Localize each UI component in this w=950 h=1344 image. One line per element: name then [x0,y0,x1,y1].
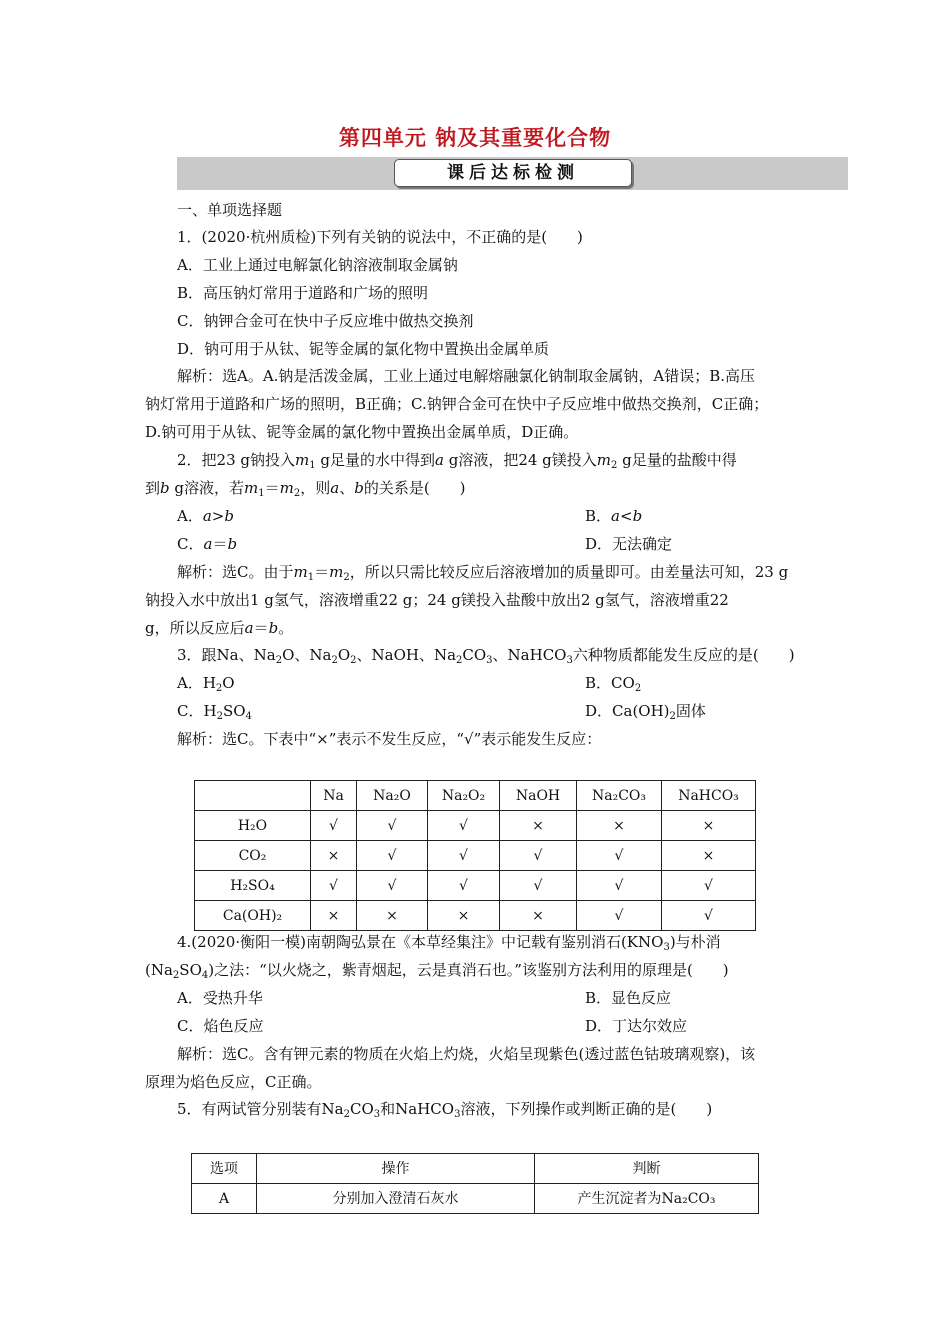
page-title: 第四单元 钠及其重要化合物 [338,126,612,150]
table-cell: √ [428,841,500,871]
table-header-row [195,781,756,811]
table-row [195,841,756,871]
table-cell: √ [311,811,357,841]
table-header-cell: Na₂CO₃ [577,781,662,811]
q2-explanation-1: 解析：选C。由于$m_1=m_2$，所以只需比较反应后溶液增加的质量即可。由差量法可知，23 g [177,563,789,583]
table-cell: × [662,811,756,841]
table-cell: Ca(OH)₂ [195,901,311,931]
table-cell: √ [500,871,577,901]
table-row [195,811,756,841]
table-header-row [192,1154,759,1184]
table-header-cell: 操作 [257,1154,535,1184]
banner-label: 课后达标检测 [394,159,632,187]
table-cell: × [357,901,428,931]
table-header-cell: 判断 [535,1154,759,1184]
table-cell: × [500,811,577,841]
q3-option-b: B．$CO_2$ [585,674,642,694]
q3-option-c: C．$H_2SO_4$ [177,702,252,722]
table-cell: √ [357,841,428,871]
q5-stem: 5．有两试管分别装有$Na_2CO_3$和NaHCO$_3$溶液，下列操作或判断正确的是( ) [177,1100,713,1120]
q4-stem-line2: $(Na_2SO_4)$之法：“以火烧之，紫青烟起，云是真消石也。”该鉴别方法利用的原理是( ) [145,961,729,981]
table-cell: CO₂ [195,841,311,871]
table-row [195,901,756,931]
q3-explanation: 解析：选C。下表中“×”表示不发生反应，“√”表示能发生反应： [177,730,602,748]
table-cell: √ [662,871,756,901]
table-header-cell: Na [311,781,357,811]
q2-option-c: C．a＝b [177,535,238,553]
table-cell: √ [357,811,428,841]
q2-stem-line2: 到b g溶液，若$m_1=m_2$，则a、b的关系是( ) [145,479,466,499]
q2-explanation-2: 钠投入水中放出1 g氢气，溶液增重22 g；24 g镁投入盐酸中放出2 g氢气，溶液增重22 [145,591,729,609]
table-cell: × [500,901,577,931]
q1-option-b: B．高压钠灯常用于道路和广场的照明 [177,284,429,302]
q3-stem: 3．跟Na、$Na_2O$、$Na_2O_2$、NaOH、$Na_2CO_3$、NaHCO$_3$六种物质都能发生反应的是( ) [177,646,795,666]
q4-explanation-1: 解析：选C。含有钾元素的物质在火焰上灼烧，火焰呈现紫色(透过蓝色钴玻璃观察)，该 [177,1045,756,1063]
table-header-cell [195,781,311,811]
q1-explanation-3: D.钠可用于从钛、铌等金属的氯化物中置换出金属单质，D正确。 [145,423,579,441]
table-cell: √ [428,811,500,841]
table-cell: × [311,841,357,871]
q2-stem-line1: 2．把23 g钠投入$m_1$ g足量的水中得到a g溶液，把24 g镁投入$m_2$ g足量的盐酸中得 [177,451,737,471]
section-banner [177,157,848,190]
table-cell: × [311,901,357,931]
q4-explanation-2: 原理为焰色反应，C正确。 [145,1073,322,1091]
q2-option-d: D．无法确定 [585,535,673,553]
table-cell: H₂SO₄ [195,871,311,901]
table-cell: √ [577,841,662,871]
q1-option-d: D．钠可用于从钛、铌等金属的氯化物中置换出金属单质 [177,340,550,358]
options-table [191,1153,759,1214]
q2-option-b: B．a<b [585,507,643,525]
table-header-cell: Na₂O₂ [428,781,500,811]
table-cell: √ [577,901,662,931]
q1-option-a: A．工业上通过电解氯化钠溶液制取金属钠 [177,256,458,274]
table-header-cell: NaOH [500,781,577,811]
table-cell: 分别加入澄清石灰水 [257,1184,535,1214]
q2-option-a: A．a>b [177,507,234,525]
table-cell: √ [357,871,428,901]
q1-explanation-1: 解析：选A。A.钠是活泼金属，工业上通过电解熔融氯化钠制取金属钠，A错误；B.高压 [177,367,756,385]
q1-stem: 1．(2020·杭州质检)下列有关钠的说法中，不正确的是( ) [177,228,583,246]
table-header-cell: 选项 [192,1154,257,1184]
table-cell: √ [662,901,756,931]
table-cell: × [428,901,500,931]
table-cell: A [192,1184,257,1214]
table-cell: √ [311,871,357,901]
table-row [192,1184,759,1214]
table-cell: × [577,811,662,841]
q4-option-c: C．焰色反应 [177,1017,264,1035]
table-cell: 产生沉淀者为Na₂CO₃ [535,1184,759,1214]
table-header-cell: NaHCO₃ [662,781,756,811]
q1-option-c: C．钠钾合金可在快中子反应堆中做热交换剂 [177,312,474,330]
q4-option-b: B．显色反应 [585,989,672,1007]
table-cell: × [662,841,756,871]
q3-option-d: D．$Ca(OH)_2$固体 [585,702,706,722]
q2-explanation-3: g，所以反应后a＝b。 [145,619,294,637]
table-row [195,871,756,901]
section-heading: 一、单项选择题 [177,201,283,219]
reaction-table [194,780,756,931]
q4-option-a: A．受热升华 [177,989,263,1007]
q1-explanation-2: 钠灯常用于道路和广场的照明，B正确；C.钠钾合金可在快中子反应堆中做热交换剂，C正确； [145,395,769,413]
table-cell: √ [500,841,577,871]
table-cell: √ [577,871,662,901]
q4-stem-line1: 4.(2020·衡阳一模)南朝陶弘景在《本草经集注》中记载有鉴别消石$(KNO_3)$与朴消 [177,933,721,953]
q4-option-d: D．丁达尔效应 [585,1017,688,1035]
table-header-cell: Na₂O [357,781,428,811]
table-cell: H₂O [195,811,311,841]
table-cell: √ [428,871,500,901]
q3-option-a: A．$H_2O$ [177,674,235,694]
